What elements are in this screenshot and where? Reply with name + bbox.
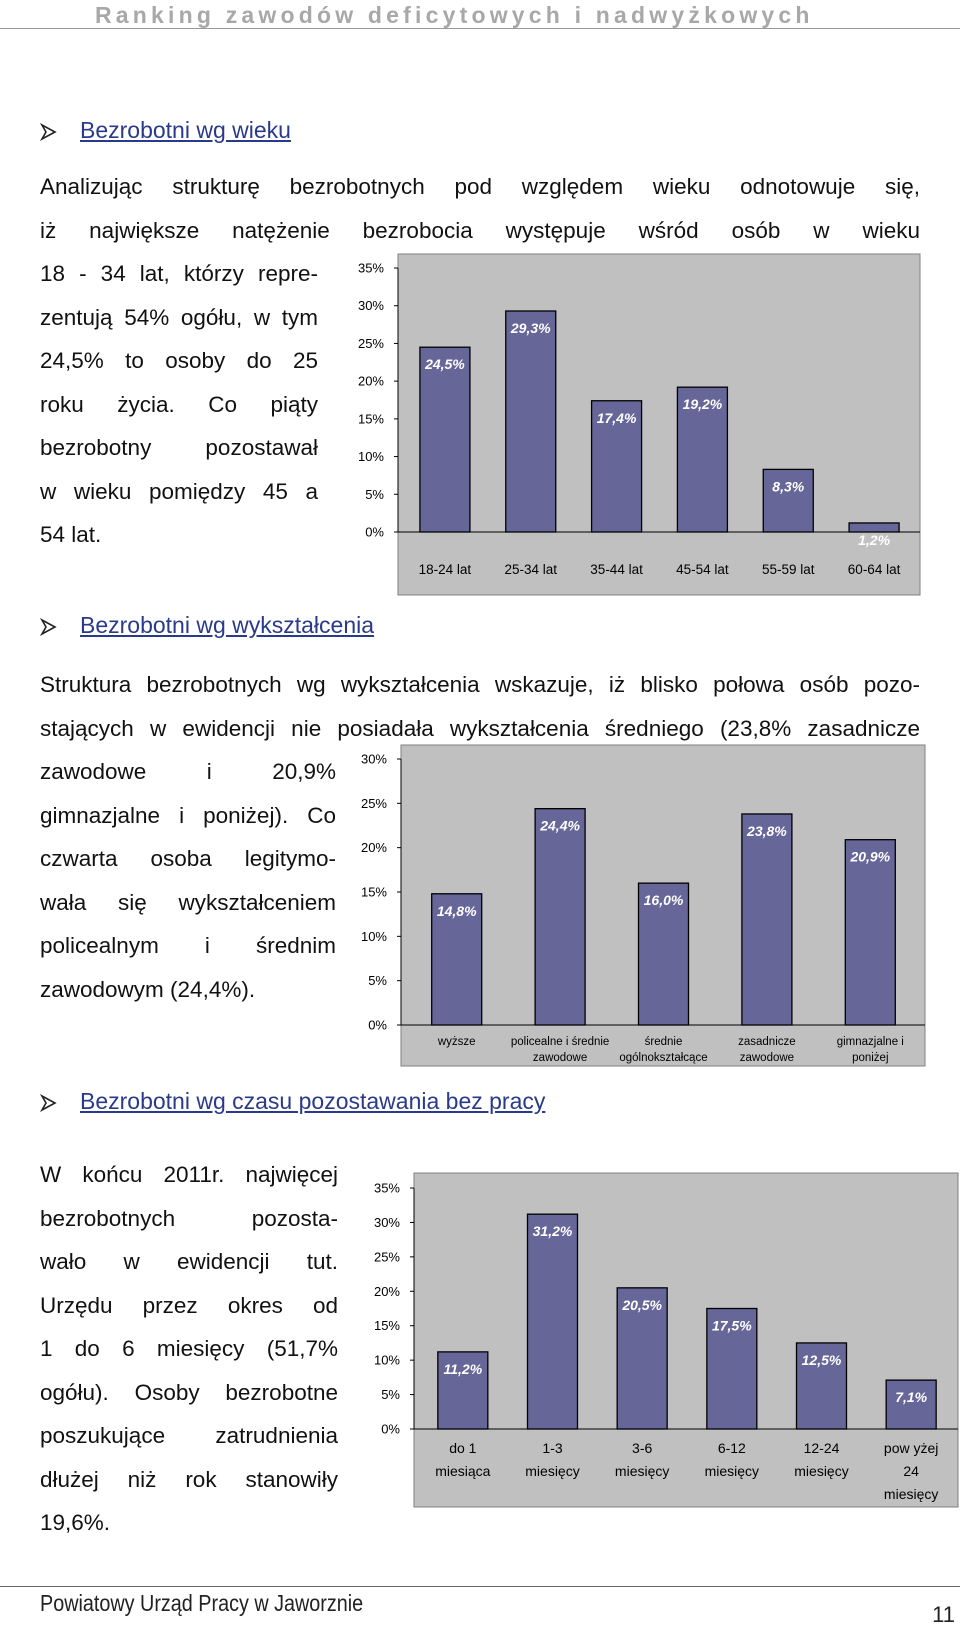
data-label: 11,2% xyxy=(443,1360,483,1377)
data-label: 8,3% xyxy=(772,478,805,495)
paragraph-age-full xyxy=(40,165,920,252)
page-number: 11 xyxy=(932,1602,955,1627)
y-tick-label: 25% xyxy=(357,335,384,351)
y-tick-label: 0% xyxy=(365,524,384,540)
data-label: 24,4% xyxy=(540,817,580,834)
bar xyxy=(535,809,585,1025)
text-line: wało w ewidencji tut. xyxy=(40,1249,338,1274)
text-line: 1 do 6 miesięcy (51,7% xyxy=(40,1336,338,1361)
footer-office-name: Powiatowy Urząd Pracy w Jaworznie xyxy=(40,1590,364,1616)
data-label: 31,2% xyxy=(532,1223,573,1240)
chart-svg xyxy=(342,743,927,1068)
arrow-bullet-icon xyxy=(40,1094,58,1112)
text-line: gimnazjalne i poniżej). Co xyxy=(40,802,336,828)
paragraph-education-full xyxy=(40,663,920,750)
text-line: bezrobotnych pozosta- xyxy=(40,1205,338,1231)
text-line: w wieku pomiędzy 45 a xyxy=(40,478,318,504)
y-tick-label: 20% xyxy=(357,373,384,389)
x-category-label: wyższe xyxy=(437,1036,476,1048)
y-tick-label: 0% xyxy=(368,1017,387,1033)
text-line: policealnym i średnim xyxy=(40,933,336,958)
data-label: 12,5% xyxy=(801,1351,842,1368)
chart-svg xyxy=(360,1171,960,1509)
text-line: 24,5% to osoby do 25 xyxy=(40,348,318,373)
x-category-label: 18-24 lat xyxy=(418,562,472,577)
y-tick-label: 30% xyxy=(360,751,387,767)
x-category-label: 1-3 miesięcy xyxy=(525,1440,580,1479)
y-tick-label: 30% xyxy=(373,1214,400,1230)
text-line: roku życia. Co piąty xyxy=(40,391,318,417)
duration-bar-chart xyxy=(360,1171,960,1509)
text-line: czwarta osoba legitymo- xyxy=(40,846,336,871)
text-line: W końcu 2011r. najwięcej xyxy=(40,1162,338,1187)
data-label: 29,3% xyxy=(510,319,551,336)
footer-divider xyxy=(0,1586,960,1587)
x-category-label: średnie ogólnokształcące xyxy=(619,1036,708,1064)
chart-svg xyxy=(342,252,922,597)
x-category-label: policealne i średnie zawodowe xyxy=(510,1036,610,1064)
data-label: 24,5% xyxy=(425,356,465,373)
y-tick-label: 5% xyxy=(368,973,387,989)
text-line: 19,6%. xyxy=(40,1510,111,1535)
x-category-label: do 1 miesiąca xyxy=(435,1440,491,1479)
paragraph-duration-side xyxy=(40,1153,338,1545)
y-tick-label: 35% xyxy=(357,260,384,276)
data-label: 20,9% xyxy=(850,848,891,865)
y-tick-label: 10% xyxy=(360,928,387,944)
y-tick-label: 15% xyxy=(357,411,384,427)
education-bar-chart xyxy=(342,743,927,1068)
header-title: Ranking zawodów deficytowych i nadwyżkowych xyxy=(95,2,814,28)
section-heading-label: Bezrobotni wg wieku xyxy=(80,117,291,143)
arrow-bullet-icon xyxy=(40,618,58,636)
text-line: 18 - 34 lat, którzy repre- xyxy=(40,261,318,286)
x-category-label: 25-34 lat xyxy=(504,562,558,577)
y-tick-label: 25% xyxy=(373,1249,400,1265)
x-category-label: pow yżej 24 miesięcy xyxy=(883,1440,939,1502)
data-label: 17,5% xyxy=(711,1317,752,1334)
x-category-label: 12-24 miesięcy xyxy=(794,1440,849,1479)
plot-area xyxy=(414,1173,958,1507)
y-tick-label: 20% xyxy=(360,840,387,856)
x-category-label: 60-64 lat xyxy=(847,562,901,577)
x-category-label: 55-59 lat xyxy=(761,562,815,577)
y-tick-label: 35% xyxy=(373,1180,400,1196)
section-heading-label: Bezrobotni wg czasu pozostawania bez pracy xyxy=(80,1088,546,1114)
text-line: poszukujące zatrudnienia xyxy=(40,1423,338,1448)
x-category-label: 45-54 lat xyxy=(676,562,729,577)
age-bar-chart xyxy=(342,252,922,597)
text-line: zawodowym (24,4%). xyxy=(40,976,256,1002)
bar xyxy=(742,814,792,1025)
plot-area xyxy=(398,254,920,595)
page-header xyxy=(0,0,960,29)
text-line: bezrobotny pozostawał xyxy=(40,435,318,460)
text-line: 54 lat. xyxy=(40,522,102,547)
text-line: dłużej niż rok stanowiły xyxy=(40,1466,338,1492)
text-line: Urzędu przez okres od xyxy=(40,1292,338,1318)
paragraph-education-side xyxy=(40,750,336,1011)
y-tick-label: 25% xyxy=(360,795,387,811)
y-tick-label: 20% xyxy=(373,1283,400,1299)
text-line: iż największe natężenie bezrobocia występuje wśród osób w wieku xyxy=(40,217,920,243)
section-heading-label: Bezrobotni wg wykształcenia xyxy=(80,612,375,638)
bar xyxy=(528,1214,578,1429)
data-label: 7,1% xyxy=(895,1389,928,1406)
data-label: 17,4% xyxy=(596,409,637,426)
paragraph-age-side xyxy=(40,252,318,557)
text-line: stających w ewidencji nie posiadała wykształcenia średniego (23,8% zasadnicze xyxy=(40,715,920,741)
bar xyxy=(845,840,895,1025)
bar xyxy=(420,347,470,532)
y-tick-label: 10% xyxy=(373,1352,400,1368)
x-category-label: 35-44 lat xyxy=(590,562,643,577)
text-line: Struktura bezrobotnych wg wykształcenia wskazuje, iż blisko połowa osób pozo- xyxy=(40,672,920,697)
y-tick-label: 10% xyxy=(357,449,384,465)
y-tick-label: 30% xyxy=(357,298,384,314)
x-category-label: 6-12 miesięcy xyxy=(704,1440,760,1479)
bar xyxy=(849,523,899,532)
data-label: 1,2% xyxy=(858,531,891,548)
bar xyxy=(506,311,556,532)
text-line: zentują 54% ogółu, w tym xyxy=(40,304,318,330)
text-line: zawodowe i 20,9% xyxy=(40,759,336,784)
data-label: 19,2% xyxy=(682,396,723,413)
x-category-label: zasadnicze zawodowe xyxy=(738,1036,796,1064)
y-tick-label: 15% xyxy=(373,1318,400,1334)
text-line: ogółu). Osoby bezrobotne xyxy=(40,1379,338,1405)
text-line: wała się wykształceniem xyxy=(40,889,336,915)
data-label: 14,8% xyxy=(436,902,477,919)
data-label: 23,8% xyxy=(747,822,787,839)
x-category-label: 3-6 miesięcy xyxy=(614,1440,670,1479)
y-tick-label: 5% xyxy=(365,486,384,502)
y-tick-label: 0% xyxy=(381,1421,400,1437)
text-line: Analizując strukturę bezrobotnych pod względem wieku odnotowuje się, xyxy=(40,174,920,199)
x-category-label: gimnazjalne i poniżej xyxy=(836,1036,904,1064)
arrow-bullet-icon xyxy=(40,123,58,141)
data-label: 16,0% xyxy=(643,892,684,909)
data-label: 20,5% xyxy=(622,1296,663,1313)
y-tick-label: 15% xyxy=(360,884,387,900)
y-tick-label: 5% xyxy=(381,1387,400,1403)
